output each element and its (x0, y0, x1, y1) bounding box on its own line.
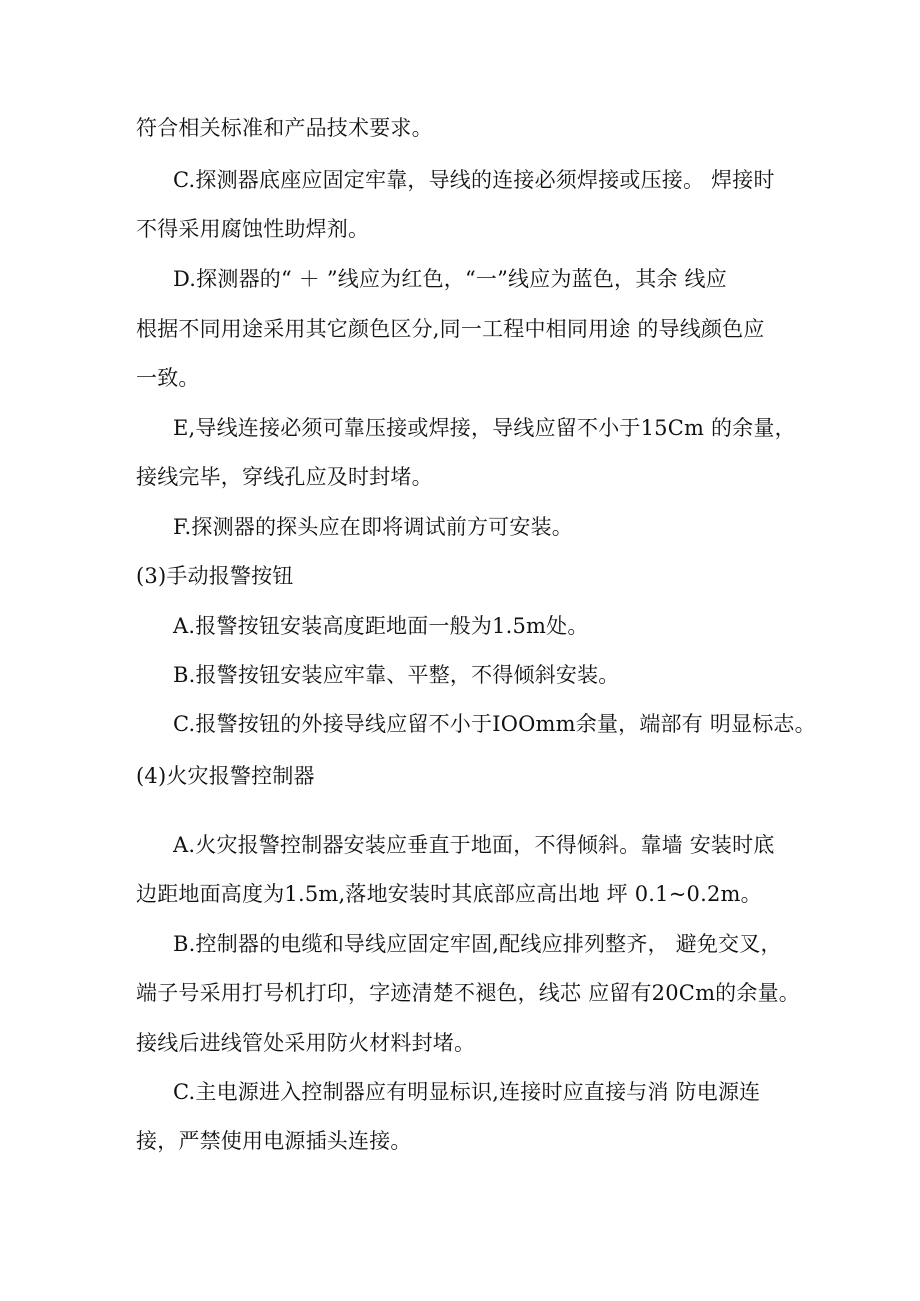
text-line: A.火灾报警控制器安装应垂直于地面，不得倾斜。靠墙 安装时底 (173, 833, 775, 857)
section-heading: (3)手动报警按钮 (136, 564, 294, 588)
text-line: 根据不同用途采用其它颜色区分,同一工程中相同用途 的导线颜色应 (136, 317, 765, 341)
text-line: B.控制器的电缆和导线应固定牢固,配线应排列整齐， 避免交叉， (173, 932, 782, 956)
text-line: C.探测器底座应固定牢靠，导线的连接必须焊接或压接。 焊接时 (173, 168, 775, 192)
text-line: 边距地面高度为1.5m,落地安装时其底部应高出地 坪 0.1~0.2m。 (136, 882, 762, 906)
text-line: C.主电源进入控制器应有明显标识,连接时应直接与消 防电源连 (173, 1080, 761, 1104)
text-line: F.探测器的探头应在即将调试前方可安装。 (173, 515, 573, 539)
section-heading: (4)火灾报警控制器 (136, 764, 315, 788)
text-line: 接，严禁使用电源插头连接。 (136, 1129, 412, 1153)
text-line: 接线完毕，穿线孔应及时封堵。 (136, 465, 433, 489)
text-line: 符合相关标准和产品技术要求。 (136, 116, 433, 140)
text-line: B.报警按钮安装应牢靠、平整，不得倾斜安装。 (173, 663, 620, 687)
text-line: A.报警按钮安装高度距地面一般为1.5m处。 (173, 614, 589, 638)
text-line: E,导线连接必须可靠压接或焊接，导线应留不小于15Cm 的余量， (173, 416, 796, 440)
text-line: 端子号采用打号机打印，字迹清楚不褪色，线芯 应留有20Cm的余量。 (136, 981, 800, 1005)
text-line: 不得采用腐蚀性助焊剂。 (136, 217, 370, 241)
text-line: 接线后进线管处采用防火材料封堵。 (136, 1031, 476, 1055)
text-line: D.探测器的“ ＋ ”线应为红色，“一”线应为蓝色，其余 线应 (173, 267, 727, 291)
text-line: C.报警按钮的外接导线应留不小于IOOmm余量，端部有 明显标志。 (173, 712, 816, 736)
text-line: 一致。 (136, 366, 200, 390)
